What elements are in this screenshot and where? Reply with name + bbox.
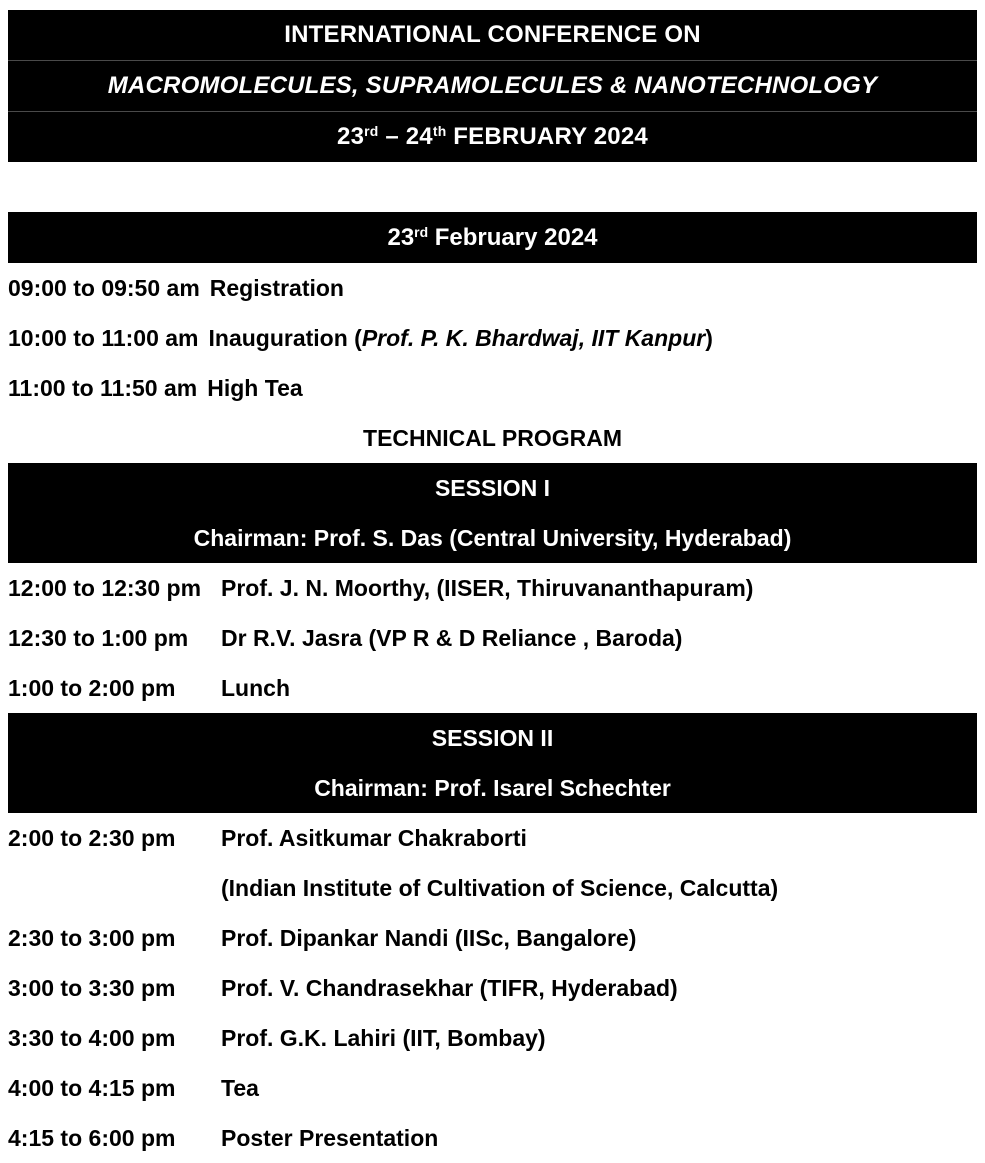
schedule-row-poster-presentation (8, 1113, 977, 1163)
time-slot: 10:00 to 11:00 am (8, 325, 199, 351)
time-slot: 12:00 to 12:30 pm (8, 575, 202, 601)
time-slot: 11:00 to 11:50 am (8, 375, 198, 401)
schedule-row-lunch (8, 663, 977, 713)
event-label: Prof. Dipankar Nandi (IISc, Bangalore) (221, 925, 637, 951)
dates-ordinal-th: th (432, 123, 447, 140)
event-label: (Indian Institute of Cultivation of Science, Calcutta) (221, 875, 779, 901)
conference-title-line-2: MACROMOLECULES, SUPRAMOLECULES & NANOTECHNOLOGY (8, 60, 977, 111)
schedule-row-chakraborti (8, 813, 977, 863)
schedule-row-chakraborti-affiliation (8, 863, 977, 913)
session-1-title: SESSION I (434, 475, 551, 501)
event-label (209, 325, 713, 351)
session-1-band (8, 463, 977, 563)
event-label: Tea (221, 1075, 259, 1101)
session-2-title: SESSION II (431, 725, 554, 751)
event-label: Prof. J. N. Moorthy, (IISER, Thiruvananthapuram) (221, 575, 754, 601)
day-ordinal: rd (414, 224, 429, 241)
day-rest: February 2024 (428, 224, 598, 251)
schedule-row-registration (8, 263, 977, 313)
time-slot: 2:00 to 2:30 pm (8, 825, 176, 851)
schedule-row-nandi (8, 913, 977, 963)
time-slot: 4:15 to 6:00 pm (8, 1125, 176, 1151)
time-slot: 09:00 to 09:50 am (8, 275, 200, 301)
time-slot: 2:30 to 3:00 pm (8, 925, 176, 951)
schedule-row-tea (8, 1063, 977, 1113)
day-band-23-february (8, 212, 977, 263)
time-slot: 12:30 to 1:00 pm (8, 625, 189, 651)
session-1-chairman: Chairman: Prof. S. Das (Central University, Hyderabad) (193, 525, 792, 551)
dates-part-1: 23 (337, 123, 365, 150)
session-2-band (8, 713, 977, 813)
session-2-chairman: Chairman: Prof. Isarel Schechter (314, 775, 671, 801)
dates-part-2: – 24 (378, 123, 433, 150)
event-speaker-italic: Prof. P. K. Bhardwaj, IIT Kanpur (361, 325, 706, 351)
event-label: Dr R.V. Jasra (VP R & D Reliance , Baroda) (221, 625, 683, 651)
event-prefix: Inauguration ( (208, 325, 362, 351)
schedule-row-lahiri (8, 1013, 977, 1063)
schedule-row-inauguration (8, 313, 977, 363)
dates-ordinal-rd: rd (364, 123, 379, 140)
event-label: High Tea (207, 375, 303, 401)
event-label: Registration (209, 275, 344, 301)
schedule-row-jasra (8, 613, 977, 663)
event-label: Poster Presentation (221, 1125, 439, 1151)
time-slot: 3:30 to 4:00 pm (8, 1025, 176, 1051)
event-label: Prof. G.K. Lahiri (IIT, Bombay) (221, 1025, 546, 1051)
conference-title-block (8, 10, 977, 162)
schedule-row-chandrasekhar (8, 963, 977, 1013)
time-slot: 3:00 to 3:30 pm (8, 975, 176, 1001)
schedule-row-moorthy (8, 563, 977, 613)
event-label: Prof. V. Chandrasekhar (TIFR, Hyderabad) (221, 975, 678, 1001)
conference-dates-line (8, 111, 977, 162)
dates-part-3: FEBRUARY 2024 (446, 123, 648, 150)
time-slot: 1:00 to 2:00 pm (8, 675, 176, 701)
conference-title-line-1: INTERNATIONAL CONFERENCE ON (284, 21, 701, 48)
event-suffix: ) (705, 325, 713, 351)
event-label: Prof. Asitkumar Chakraborti (221, 825, 527, 851)
schedule-row-high-tea (8, 363, 977, 413)
time-slot: 4:00 to 4:15 pm (8, 1075, 176, 1101)
technical-program-heading: TECHNICAL PROGRAM (363, 425, 622, 451)
event-label: Lunch (221, 675, 290, 701)
day-number: 23 (387, 224, 415, 251)
